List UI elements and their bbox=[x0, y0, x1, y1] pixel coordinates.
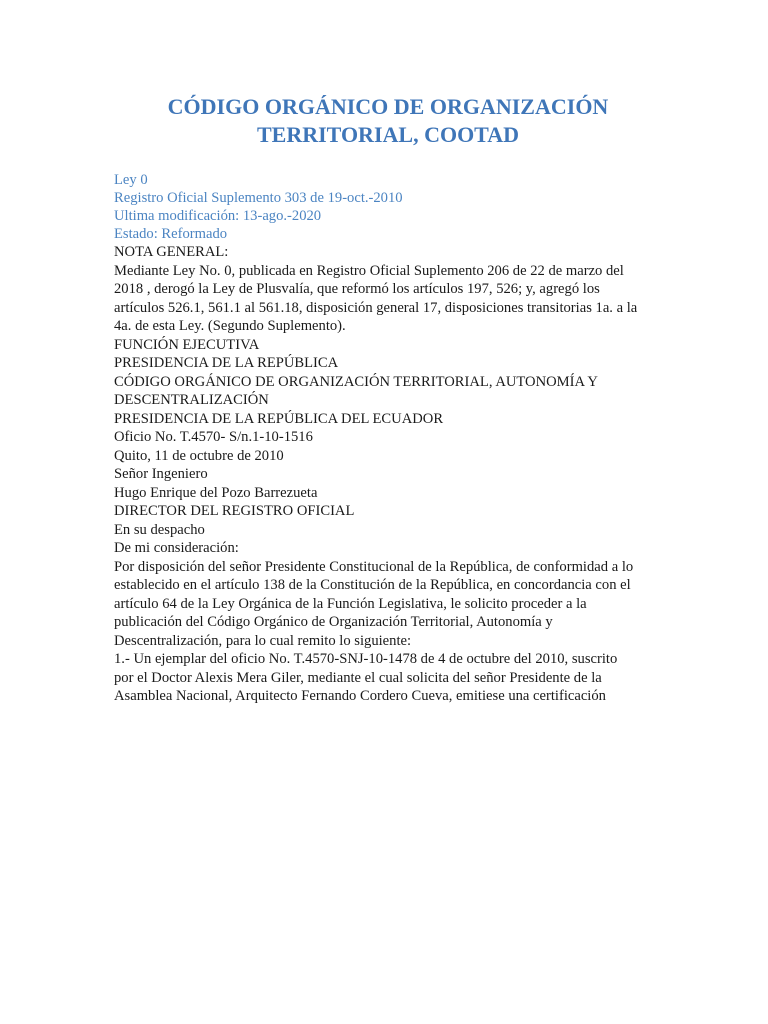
funcion-block bbox=[114, 336, 628, 373]
title-line-2: TERRITORIAL, COOTAD bbox=[256, 122, 519, 147]
disposicion-line: artículo 64 de la Ley Orgánica de la Función Legislativa, le solicito proceder a la bbox=[114, 595, 587, 612]
nota-line: Mediante Ley No. 0, publicada en Registro Oficial Suplemento 206 de 22 de marzo del bbox=[114, 262, 624, 279]
disposicion-line: Por disposición del señor Presidente Constitucional de la República, de conformidad a lo bbox=[114, 558, 634, 575]
address-block bbox=[114, 447, 628, 521]
address-line: Hugo Enrique del Pozo Barrezueta bbox=[114, 484, 318, 501]
meta-estado: Estado: Reformado bbox=[114, 226, 228, 242]
nota-heading: NOTA GENERAL: bbox=[114, 244, 229, 260]
codigo-line: CÓDIGO ORGÁNICO DE ORGANIZACIÓN TERRITORIAL, AUTONOMÍA Y bbox=[114, 373, 598, 390]
meta-modificacion: Ultima modificación: 13-ago.-2020 bbox=[114, 208, 322, 224]
item1-line: Asamblea Nacional, Arquitecto Fernando Cordero Cueva, emitiese una certificación bbox=[114, 688, 606, 704]
consideracion-line: De mi consideración: bbox=[114, 540, 239, 556]
codigo-line: DESCENTRALIZACIÓN bbox=[114, 392, 269, 408]
item1-paragraph bbox=[114, 650, 628, 706]
address-line: Señor Ingeniero bbox=[114, 466, 208, 482]
nota-line: artículos 526.1, 561.1 al 561.18, disposición general 17, disposiciones transitorias 1a. a la bbox=[114, 299, 638, 316]
presidencia-ecuador: PRESIDENCIA DE LA REPÚBLICA DEL ECUADOR bbox=[114, 410, 444, 427]
funcion-line: FUNCIÓN EJECUTIVA bbox=[114, 336, 260, 353]
despacho-line: En su despacho bbox=[114, 521, 205, 538]
oficio-number: Oficio No. T.4570- S/n.1-10-1516 bbox=[114, 429, 313, 445]
address-line: DIRECTOR DEL REGISTRO OFICIAL bbox=[114, 503, 355, 519]
meta-ley: Ley 0 bbox=[114, 172, 148, 188]
codigo-heading bbox=[114, 373, 628, 410]
meta-registro: Registro Oficial Suplemento 303 de 19-oct.-2010 bbox=[114, 190, 403, 206]
item1-line: por el Doctor Alexis Mera Giler, mediante el cual solicita del señor Presidente de la bbox=[114, 669, 602, 686]
address-line: Quito, 11 de octubre de 2010 bbox=[114, 447, 284, 464]
disposicion-paragraph bbox=[114, 558, 634, 651]
nota-line: 2018 , derogó la Ley de Plusvalía, que reformó los artículos 197, 526; y, agregó los bbox=[114, 281, 600, 297]
disposicion-line: publicación del Código Orgánico de Organización Territorial, Autonomía y bbox=[114, 614, 553, 630]
document-title bbox=[108, 93, 668, 149]
document-body bbox=[114, 243, 638, 706]
title-line-1: CÓDIGO ORGÁNICO DE ORGANIZACIÓN bbox=[167, 94, 609, 119]
funcion-line: PRESIDENCIA DE LA REPÚBLICA bbox=[114, 355, 339, 371]
item1-line: 1.- Un ejemplar del oficio No. T.4570-SNJ-10-1478 de 4 de octubre del 2010, suscrito bbox=[114, 651, 618, 667]
nota-line: 4a. de esta Ley. (Segundo Suplemento). bbox=[114, 318, 346, 334]
nota-paragraph bbox=[114, 262, 638, 336]
disposicion-line: establecido en el artículo 138 de la Constitución de la República, en concordancia con el bbox=[114, 577, 631, 593]
disposicion-line: Descentralización, para lo cual remito lo siguiente: bbox=[114, 632, 412, 649]
document-metadata bbox=[114, 171, 628, 243]
